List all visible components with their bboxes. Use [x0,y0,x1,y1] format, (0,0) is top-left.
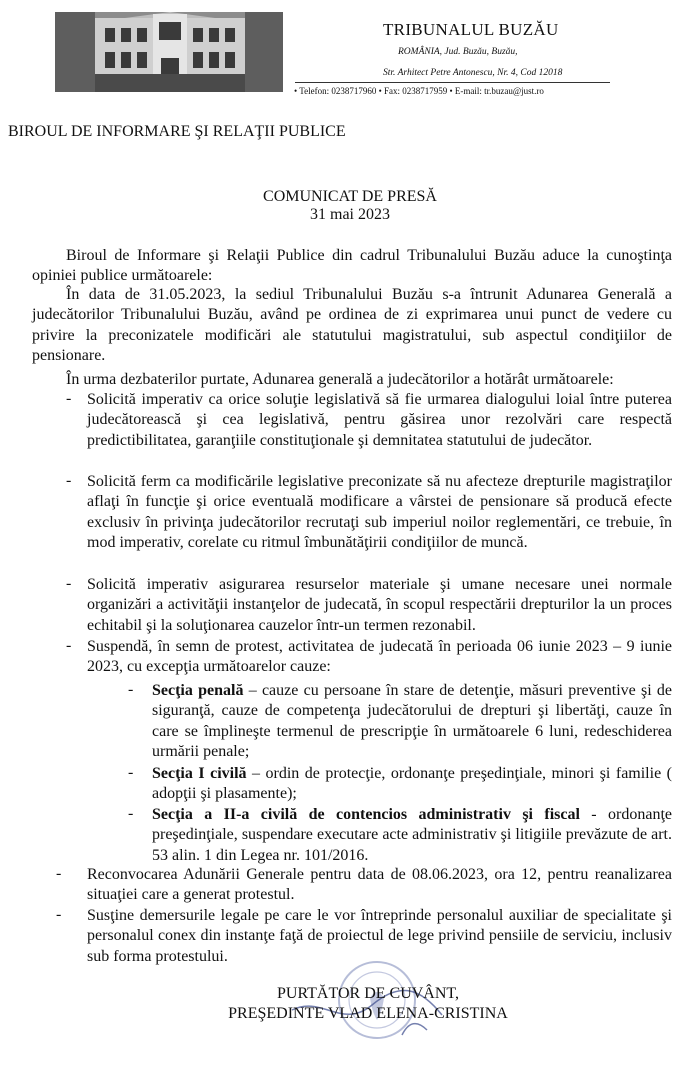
sub-bullet-dash: - [128,805,134,822]
decision-item: Solicită imperativ ca orice soluţie legislativă să fie urmarea dialogului loial între puterea judecătorească şi cea legislativă, pentru găsirea unor rezolvări care respectă predictibilitatea, garanţiile constituţionale şi demnitatea statutului de judecător. [87,391,672,449]
exception-text: – ordin de protecţie, ordonanţe preşedinţiale, minori şi familie ( adopţii şi plasamente); [152,765,672,803]
section-name: Secţia penală [152,682,244,699]
bullet-dash: - [66,637,72,654]
sub-bullet-dash: - [128,764,134,781]
bullet-dash: - [66,472,72,489]
decision-item: Susţine demersurile legale pe care le vor întreprinde personalul auxiliar de specialitate şi personalul conex din instanţe faţă de proiectul de lege privind pensiile de serviciu, inclusiv sub forma protestului. [87,907,672,965]
bullet-dash: - [56,906,62,923]
exception-item [152,681,672,763]
sub-bullet-dash: - [128,681,134,698]
header-rule [295,82,610,83]
address-line-1: ROMÂNIA, Jud. Buzău, Buzău, [398,47,518,57]
exception-text: – cauze cu persoane în stare de detenţie, măsuri preventive şi de siguranţă, cauze de competenţa judecătorului de drepturi şi libertăţi, cauze în care se împlineşte termenul de prescripţie în următoarele 6 luni, redeschiderea urmării penale; [152,682,672,761]
decision-item: Reconvocarea Adunării Generale pentru data de 08.06.2023, ora 12, pentru reanalizarea situaţiei care a generat protestul. [87,866,672,904]
signature-role: PURTĂTOR DE CUVÂNT, [276,985,459,1002]
bullet-dash: - [66,390,72,407]
contact-line: • Telefon: 0238717960 • Fax: 0238717959 • E-mail: tr.buzau@just.ro [294,86,544,96]
document-date: 31 mai 2023 [310,206,390,223]
bullet-dash: - [56,865,62,882]
exception-text: - ordonanţe preşedinţiale, suspendare executare acte administrativ şi litigiile prevăzute de art. 53 alin. 1 din Legea nr. 101/2016. [152,806,672,864]
document-title: COMUNICAT DE PRESĂ [263,188,437,205]
decision-item: Solicită ferm ca modificările legislative preconizate să nu afecteze drepturile magistraţilor aflaţi în funcţie şi orice eventuală modificare a vârstei de pensionare să producă efecte exclusiv în privinţa judecătorilor recrutaţi sub imperiul noilor reglementări, ce trebuie, în mod imperativ, corelate cu ritmul îmbunătăţirii condiţiilor de muncă. [87,473,672,552]
decision-item: Suspendă, în semn de protest, activitatea de judecată în perioada 06 iunie 2023 – 9 iunie 2023, cu excepţia următoarelor cauze: [87,638,672,676]
section-name: Secţia a II-a civilă de contencios administrativ şi fiscal [152,806,580,823]
decision-paragraph: În urma dezbaterilor purtate, Adunarea generală a judecătorilor a hotărât următoarele: [66,371,614,388]
intro-paragraph: Biroul de Informare şi Relaţii Publice din cadrul Tribunalului Buzău aduce la cunoştinţa opiniei publice următoarele: [32,247,672,285]
section-name: Secţia I civilă [152,765,247,782]
address-line-2: Str. Arhitect Petre Antonescu, Nr. 4, Cod 12018 [383,68,563,78]
exception-item [152,764,672,805]
exception-item [152,805,672,866]
signature-name: PREŞEDINTE VLAD ELENA-CRISTINA [228,1005,508,1022]
courthouse-photo [55,12,283,92]
institution-name: TRIBUNALUL BUZĂU [383,20,559,39]
bullet-dash: - [66,575,72,592]
decision-item: Solicită imperativ asigurarea resurselor materiale şi umane necesare unei normale organizări a activităţii instanţelor de judecată, în scopul respectării drepturilor la un proces echitabil şi la soluţionarea cauzelor într-un termen rezonabil. [87,576,672,634]
bureau-heading: BIROUL DE INFORMARE ŞI RELAŢII PUBLICE [8,123,346,140]
meeting-paragraph: În data de 31.05.2023, la sediul Tribunalului Buzău s-a întrunit Adunarea Generală a judecătorilor Tribunalului Buzău, având pe ordinea de zi exprimarea unui punct de vedere cu privire la preconizatele modificări ale statutului magistratului, sub aspectul condiţiilor de pensionare. [32,286,672,365]
